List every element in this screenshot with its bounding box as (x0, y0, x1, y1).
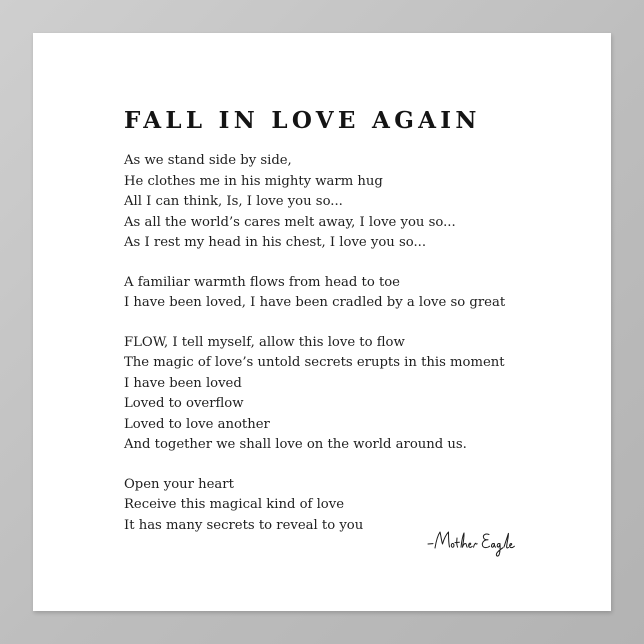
handwritten-signature (427, 525, 537, 559)
poem-line: FLOW, I tell myself, allow this love to flow (124, 334, 405, 350)
poem-line: He clothes me in his mighty warm hug (124, 173, 383, 189)
poem-line: And together we shall love on the world around us. (124, 437, 467, 452)
stanza-1 (124, 151, 604, 254)
poem-line: I have been loved (124, 375, 242, 391)
poem-title: FALL IN LOVE AGAIN (124, 107, 481, 134)
poem-line: I have been loved, I have been cradled by a love so great (124, 295, 506, 310)
poem-line: As we stand side by side, (124, 153, 292, 168)
poem-line: Loved to love another (124, 416, 270, 432)
poem-line: The magic of love’s untold secrets erupts in this moment (124, 355, 505, 370)
poem-body (124, 151, 604, 555)
poster (33, 33, 611, 611)
poem-line: A familiar warmth flows from head to toe (124, 274, 400, 290)
poem-line: All I can think, Is, I love you so... (124, 194, 343, 209)
stanza-2 (124, 273, 604, 314)
poem-line: Receive this magical kind of love (124, 497, 345, 512)
signature-script-image (427, 525, 537, 559)
poem-line: Open your heart (124, 476, 234, 492)
poem-line: Loved to overflow (124, 396, 244, 411)
poem-line: As all the world’s cares melt away, I love you so... (124, 214, 456, 230)
poem-line: It has many secrets to reveal to you (124, 517, 364, 533)
poem-line: As I rest my head in his chest, I love you so... (124, 235, 427, 250)
stanza-3 (124, 333, 604, 456)
